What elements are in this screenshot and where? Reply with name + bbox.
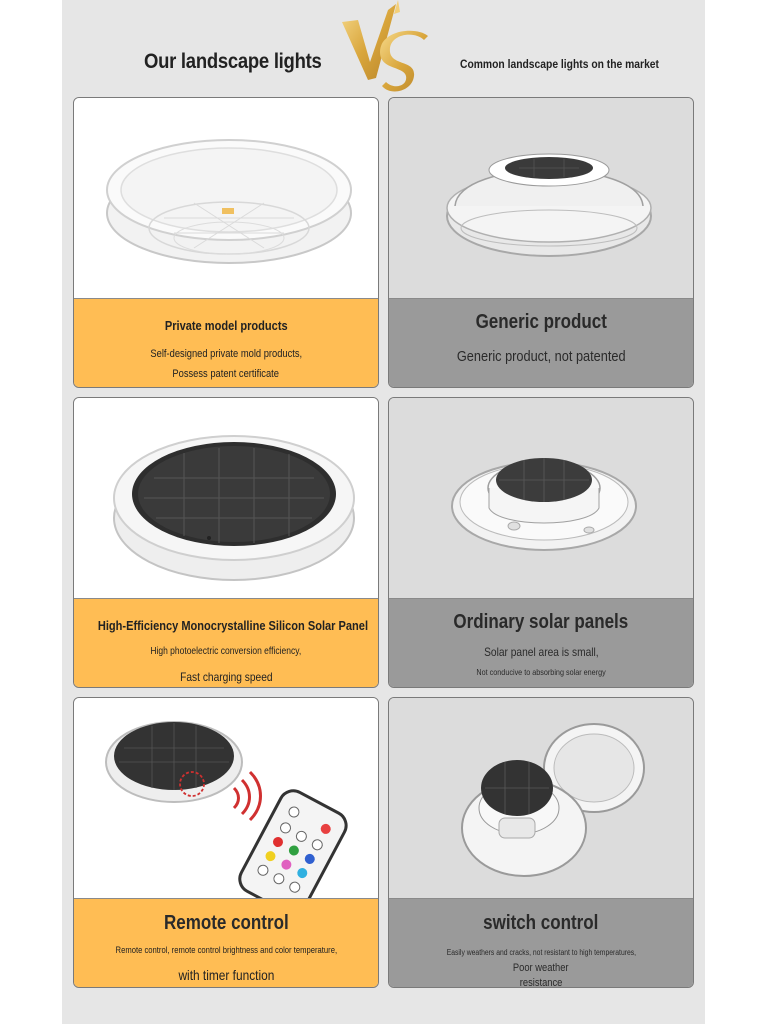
generic-caption-2 bbox=[389, 598, 693, 688]
clear-round-light-illustration bbox=[74, 98, 379, 298]
generic-line-3c: resistance bbox=[519, 977, 563, 988]
remote-controlled-light-illustration bbox=[74, 698, 379, 898]
ours-card-3 bbox=[73, 697, 379, 988]
generic-title-3: switch control bbox=[483, 912, 599, 934]
ours-image-1 bbox=[74, 98, 378, 298]
open-dome-light-illustration bbox=[389, 698, 694, 898]
ours-image-3 bbox=[74, 698, 378, 898]
ours-title-2: High-Efficiency Monocrystalline Silicon Solar Panel bbox=[97, 618, 369, 633]
generic-card-2 bbox=[388, 397, 694, 688]
ours-caption-1 bbox=[74, 298, 378, 388]
generic-caption-3 bbox=[389, 898, 693, 988]
ours-line-2a: High photoelectric conversion efficiency, bbox=[150, 646, 302, 657]
our-lights-heading: Our landscape lights bbox=[144, 50, 322, 73]
small-solar-panel-light-illustration bbox=[389, 398, 694, 598]
dome-light-illustration bbox=[389, 98, 694, 298]
ours-caption-2 bbox=[74, 598, 378, 688]
market-lights-heading: Common landscape lights on the market bbox=[460, 57, 659, 71]
ours-line-3b: with timer function bbox=[178, 967, 274, 983]
generic-image-1 bbox=[389, 98, 693, 298]
ours-line-3a: Remote control, remote control brightness and color temperature, bbox=[115, 945, 337, 955]
generic-line-2b: Not conducive to absorbing solar energy bbox=[476, 667, 606, 677]
generic-line-3a: Easily weathers and cracks, not resistant to high temperatures, bbox=[446, 948, 636, 957]
generic-line-1a: Generic product, not patented bbox=[456, 348, 626, 365]
generic-card-3 bbox=[388, 697, 694, 988]
ours-title-1: Private model products bbox=[164, 318, 288, 333]
ours-card-1 bbox=[73, 97, 379, 388]
large-solar-panel-light-illustration bbox=[74, 398, 379, 598]
generic-card-1 bbox=[388, 97, 694, 388]
ours-title-3: Remote control bbox=[163, 912, 289, 934]
generic-line-3b: Poor weather bbox=[513, 962, 569, 974]
ours-card-2 bbox=[73, 397, 379, 688]
generic-line-2a: Solar panel area is small, bbox=[483, 645, 599, 659]
ours-line-1b: Possess patent certificate bbox=[172, 368, 280, 380]
ours-image-2 bbox=[74, 398, 378, 598]
ours-line-1a: Self-designed private mold products, bbox=[150, 348, 302, 360]
ours-caption-3 bbox=[74, 898, 378, 988]
generic-caption-1 bbox=[389, 298, 693, 388]
ours-line-2b: Fast charging speed bbox=[179, 670, 273, 684]
generic-title-2: Ordinary solar panels bbox=[453, 611, 629, 633]
generic-image-3 bbox=[389, 698, 693, 898]
vs-logo bbox=[336, 0, 432, 108]
generic-title-1: Generic product bbox=[475, 311, 607, 333]
generic-image-2 bbox=[389, 398, 693, 598]
